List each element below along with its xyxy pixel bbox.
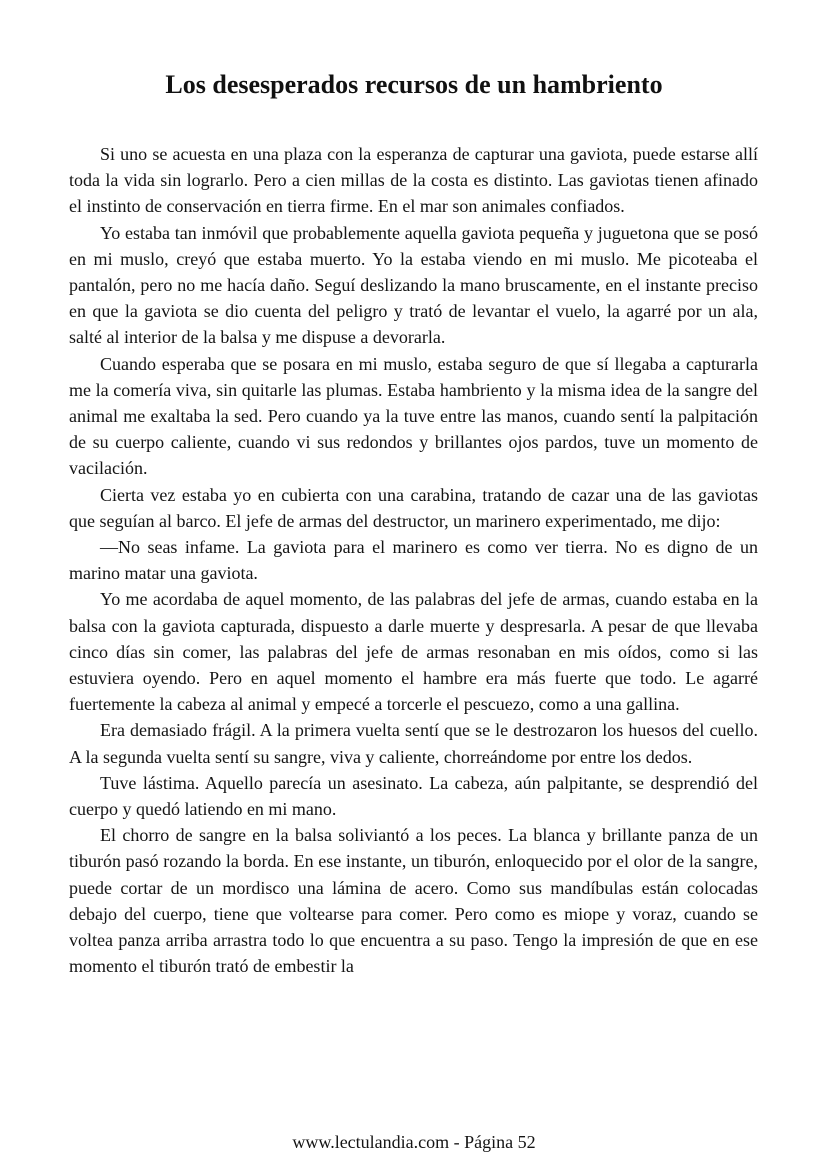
paragraph-5-dialogue: —No seas infame. La gaviota para el marinero es como ver tierra. No es digno de un marino matar una gaviota. <box>69 537 758 584</box>
paragraph-1: Si uno se acuesta en una plaza con la esperanza de capturar una gaviota, puede estarse allí toda la vida sin lograrlo. Pero a cien millas de la costa es distinto. Las gaviotas tienen afinado el instinto de conservación en tierra firme. En el mar son animales confiados. <box>69 144 758 217</box>
paragraph-9: El chorro de sangre en la balsa soliviantó a los peces. La blanca y brillante panza de un tiburón pasó rozando la borda. En ese instante, un tiburón, enloquecido por el olor de la sangre, puede cortar de un mordisco una lámina de acero. Como sus mandíbulas están colocadas debajo del cuerpo, tiene que voltearse para comer. Pero como es miope y voraz, cuando se voltea panza arriba arrastra todo lo que encuentra a su paso. Tengo la impresión de que en ese momento el tiburón trató de embestir la <box>69 825 758 977</box>
page-footer: www.lectulandia.com - Página 52 <box>292 1132 536 1152</box>
paragraph-2: Yo estaba tan inmóvil que probablemente aquella gaviota pequeña y juguetona que se posó en mi muslo, creyó que estaba muerto. Yo la estaba viendo en mi muslo. Me picoteaba el pantalón, pero no me hacía daño. Seguí deslizando la mano bruscamente, en el instante preciso en que la gaviota se dio cuenta del peligro y trató de levantar el vuelo, la agarré por un ala, salté al interior de la balsa y me dispuse a devorarla. <box>69 222 758 348</box>
paragraph-8: Tuve lástima. Aquello parecía un asesinato. La cabeza, aún palpitante, se desprendió del cuerpo y quedó latiendo en mi mano. <box>69 772 758 820</box>
paragraph-7: Era demasiado frágil. A la primera vuelta sentí que se le destrozaron los huesos del cuello. A la segunda vuelta sentí su sangre, viva y caliente, chorreándome por entre los dedos. <box>69 720 758 767</box>
paragraph-6: Yo me acordaba de aquel momento, de las palabras del jefe de armas, cuando estaba en la balsa con la gaviota capturada, dispuesto a darle muerte y despresarla. A pesar de que llevaba cinco días sin comer, las palabras del jefe de armas resonaban en mis oídos, como si las estuviera oyendo. Pero en aquel momento el hambre era más fuerte que todo. Le agarré fuertemente la cabeza al animal y empecé a torcerle el pescuezo, como a una gallina. <box>69 589 758 715</box>
chapter-body <box>69 141 758 980</box>
paragraph-4: Cierta vez estaba yo en cubierta con una carabina, tratando de cazar una de las gaviotas que seguían al barco. El jefe de armas del destructor, un marinero experimentado, me dijo: <box>69 484 758 531</box>
paragraph-3: Cuando esperaba que se posara en mi muslo, estaba seguro de que sí llegaba a capturarla me la comería viva, sin quitarle las plumas. Estaba hambriento y la misma idea de la sangre del animal me exaltaba la sed. Pero cuando ya la tuve entre las manos, cuando sentí la palpitación de su cuerpo caliente, cuando vi sus redondos y brillantes ojos pardos, tuve un momento de vacilación. <box>69 353 758 479</box>
chapter-title: Los desesperados recursos de un hambriento <box>165 70 663 99</box>
